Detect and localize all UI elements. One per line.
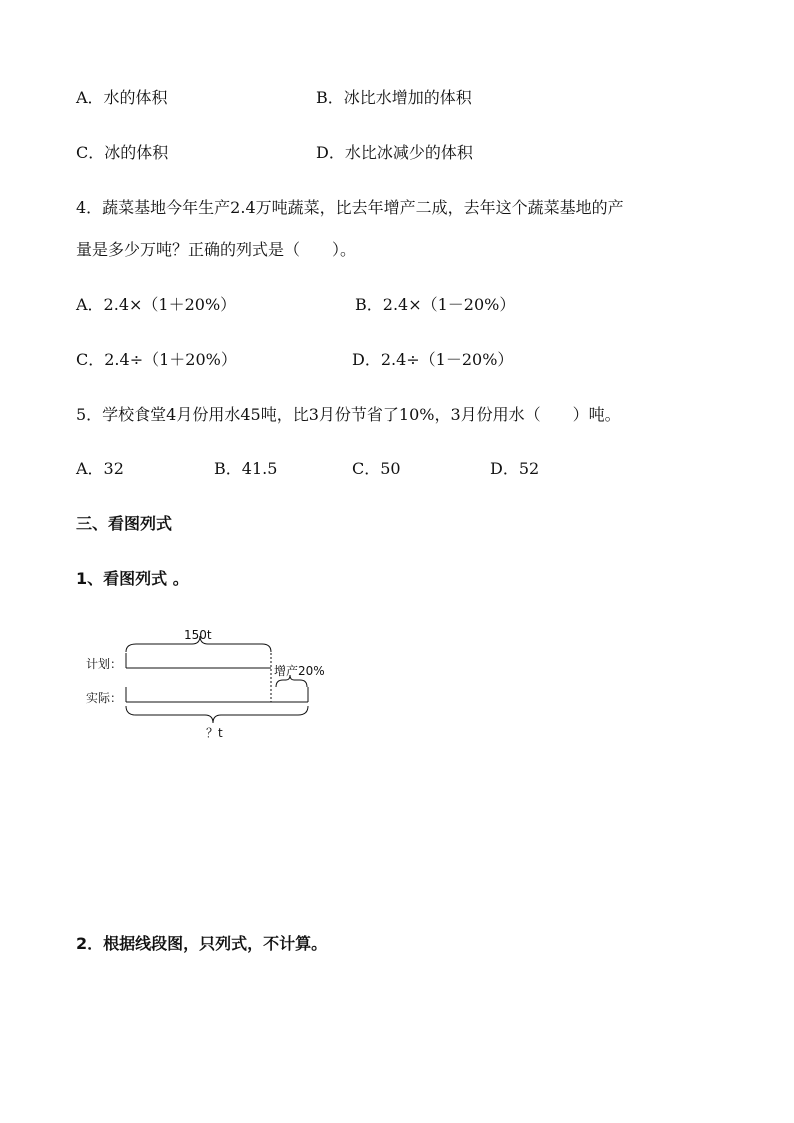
q4-text-line2: 量是多少万吨？正确的列式是（ ）。 xyxy=(76,240,357,259)
line-segment-diagram xyxy=(80,620,340,750)
section-item-1: 1、看图列式 。 xyxy=(76,569,189,588)
q5-option-c: C．50 xyxy=(352,459,401,478)
q3-option-c: C．冰的体积 xyxy=(76,143,169,162)
q4-option-c: C．2.4÷（1＋20%） xyxy=(76,350,237,369)
q3-option-a: A．水的体积 xyxy=(76,88,168,107)
q3-option-d: D．水比冰减少的体积 xyxy=(316,143,473,162)
bottom-brace xyxy=(126,706,308,723)
increase-label: 增产20% xyxy=(274,664,325,678)
q5-text: 5．学校食堂4月份用水45吨，比3月份节省了10%，3月份用水（ ）吨。 xyxy=(76,405,621,424)
q5-option-d: D．52 xyxy=(490,459,540,478)
plan-label: 计划： xyxy=(86,657,123,671)
q4-option-d: D．2.4÷（1－20%） xyxy=(352,350,514,369)
q4-option-a: A．2.4×（1＋20%） xyxy=(76,295,237,314)
q4-text-line1: 4．蔬菜基地今年生产2.4万吨蔬菜，比去年增产二成，去年这个蔬菜基地的产 xyxy=(76,198,624,217)
section-title: 三、看图列式 xyxy=(76,514,173,533)
q5-option-a: A．32 xyxy=(76,459,124,478)
top-label: 150t xyxy=(184,628,212,642)
q3-option-b: B．冰比水增加的体积 xyxy=(316,88,472,107)
actual-label: 实际： xyxy=(86,691,123,705)
q5-option-b: B．41.5 xyxy=(214,459,278,478)
bottom-label: ？t xyxy=(206,726,223,740)
section-item-2: 2．根据线段图，只列式，不计算。 xyxy=(76,934,328,953)
q4-option-b: B．2.4×（1－20%） xyxy=(355,295,516,314)
